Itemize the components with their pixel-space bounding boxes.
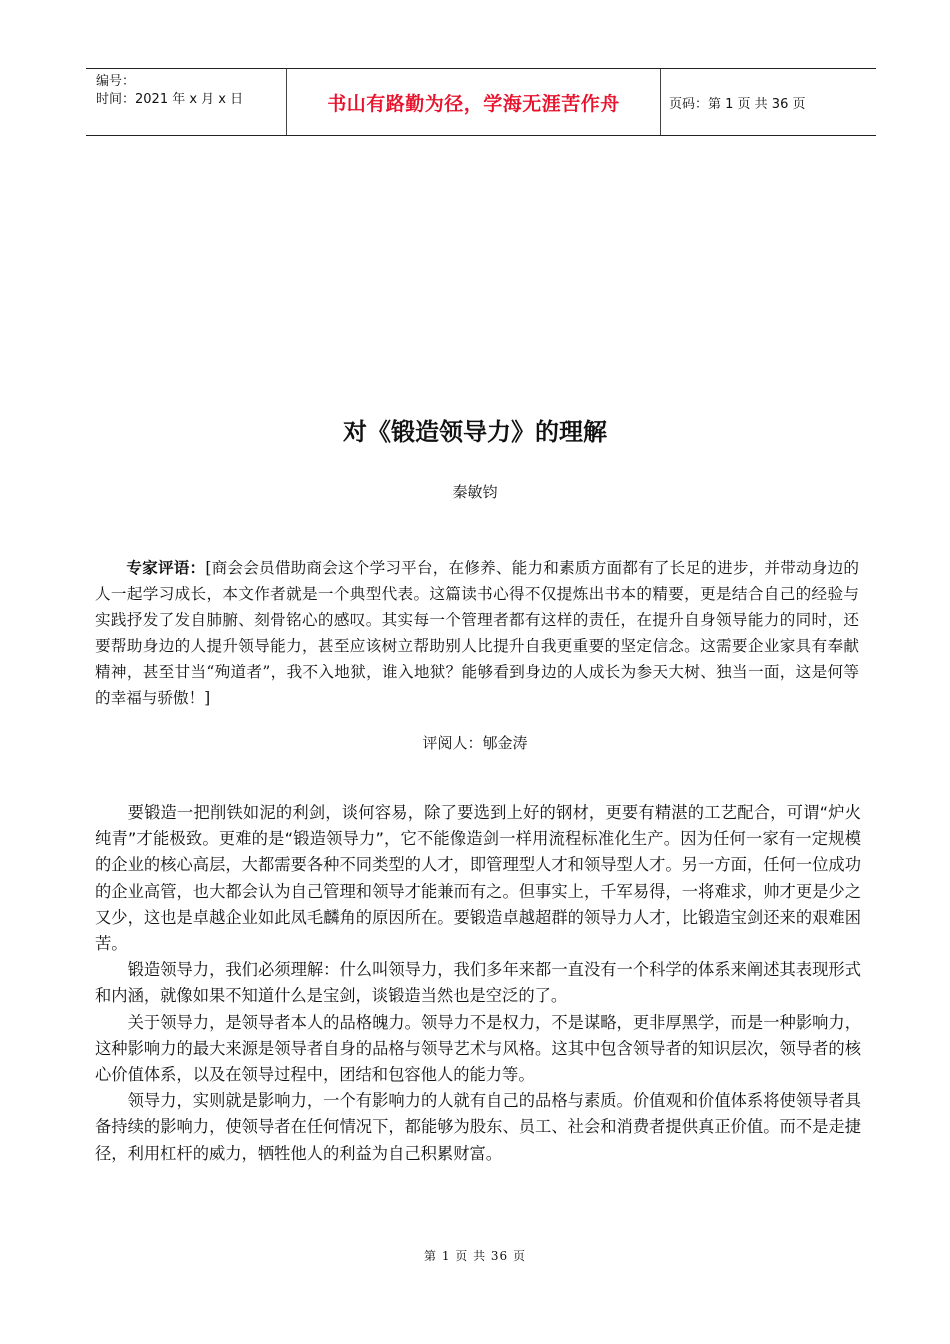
header-motto: 书山有路勤为径，学海无涯苦作舟 bbox=[287, 69, 661, 135]
paragraph-2: 锻造领导力，我们必须理解：什么叫领导力，我们多年来都一直没有一个科学的体系来阐述其表现形式和内涵，就像如果不知道什么是宝剑，谈锻造当然也是空泛的了。 bbox=[95, 960, 861, 1006]
document-title: 对《锻造领导力》的理解 bbox=[343, 418, 607, 446]
expert-comment-text: [商会会员借助商会这个学习平台，在修养、能力和素质方面都有了长足的进步，并带动身边的人一起学习成长，本文作者就是一个典型代表。这篇读书心得不仅提炼出书本的精要，更是结合自己的经验与实践抒发了发自肺腑、刻骨铭心的感叹。其实每一个管理者都有这样的责任，在提升自身领导能力的同时，还要帮助身边的人提升领导能力，甚至应该树立帮助别人比提升自我更重要的坚定信念。这需要企业家具有奉献精神，甚至甘当“殉道者”，我不入地狱，谁入地狱？能够看到身边的人成长为参天大树、独当一面，这是何等的幸福与骄傲！] bbox=[95, 559, 859, 707]
paragraph-1: 要锻造一把削铁如泥的利剑，谈何容易，除了要选到上好的钢材，更要有精湛的工艺配合，可谓“炉火纯青”才能极致。更难的是“锻造领导力”，它不能像造剑一样用流程标准化生产。因为任何一家有一定规模的企业的核心高层，大都需要各种不同类型的人才，即管理型人才和领导型人才。另一方面，任何一位成功的企业高管，也大都会认为自己管理和领导才能兼而有之。但事实上，千军易得，一将难求，帅才更是少之又少，这也是卓越企业如此凤毛麟角的原因所在。要锻造卓越超群的领导力人才，比锻造宝剑还来的艰难困苦。 bbox=[95, 803, 861, 954]
header-meta-cell bbox=[86, 69, 287, 135]
reviewer-name: 评阅人：郇金涛 bbox=[422, 734, 528, 752]
paragraph-4: 领导力，实则就是影响力，一个有影响力的人就有自己的品格与素质。价值观和价值体系将使领导者具备持续的影响力，使领导者在任何情况下，都能够为股东、员工、社会和消费者提供真正价值。而不是走捷径，利用杠杆的威力，牺牲他人的利益为自己积累财富。 bbox=[95, 1091, 861, 1163]
expert-comment bbox=[95, 555, 859, 711]
header-table bbox=[86, 68, 876, 136]
document-date: 时间：2021 年 x 月 x 日 bbox=[96, 92, 244, 107]
paragraph-3: 关于领导力，是领导者本人的品格魄力。领导力不是权力，不是谋略，更非厚黑学，而是一种影响力，这种影响力的最大来源是领导者自身的品格与领导艺术与风格。这其中包含领导者的知识层次，领导者的核心价值体系，以及在领导过程中，团结和包容他人的能力等。 bbox=[95, 1012, 861, 1085]
document-number-label: 编号： bbox=[96, 74, 136, 89]
page-footer: 第 1 页 共 36 页 bbox=[424, 1249, 526, 1263]
header-page-info: 页码：第 1 页 共 36 页 bbox=[669, 96, 806, 112]
article-body bbox=[95, 800, 861, 1167]
document-author: 秦敏钧 bbox=[452, 483, 498, 501]
expert-comment-lead: 专家评语： bbox=[126, 559, 206, 577]
